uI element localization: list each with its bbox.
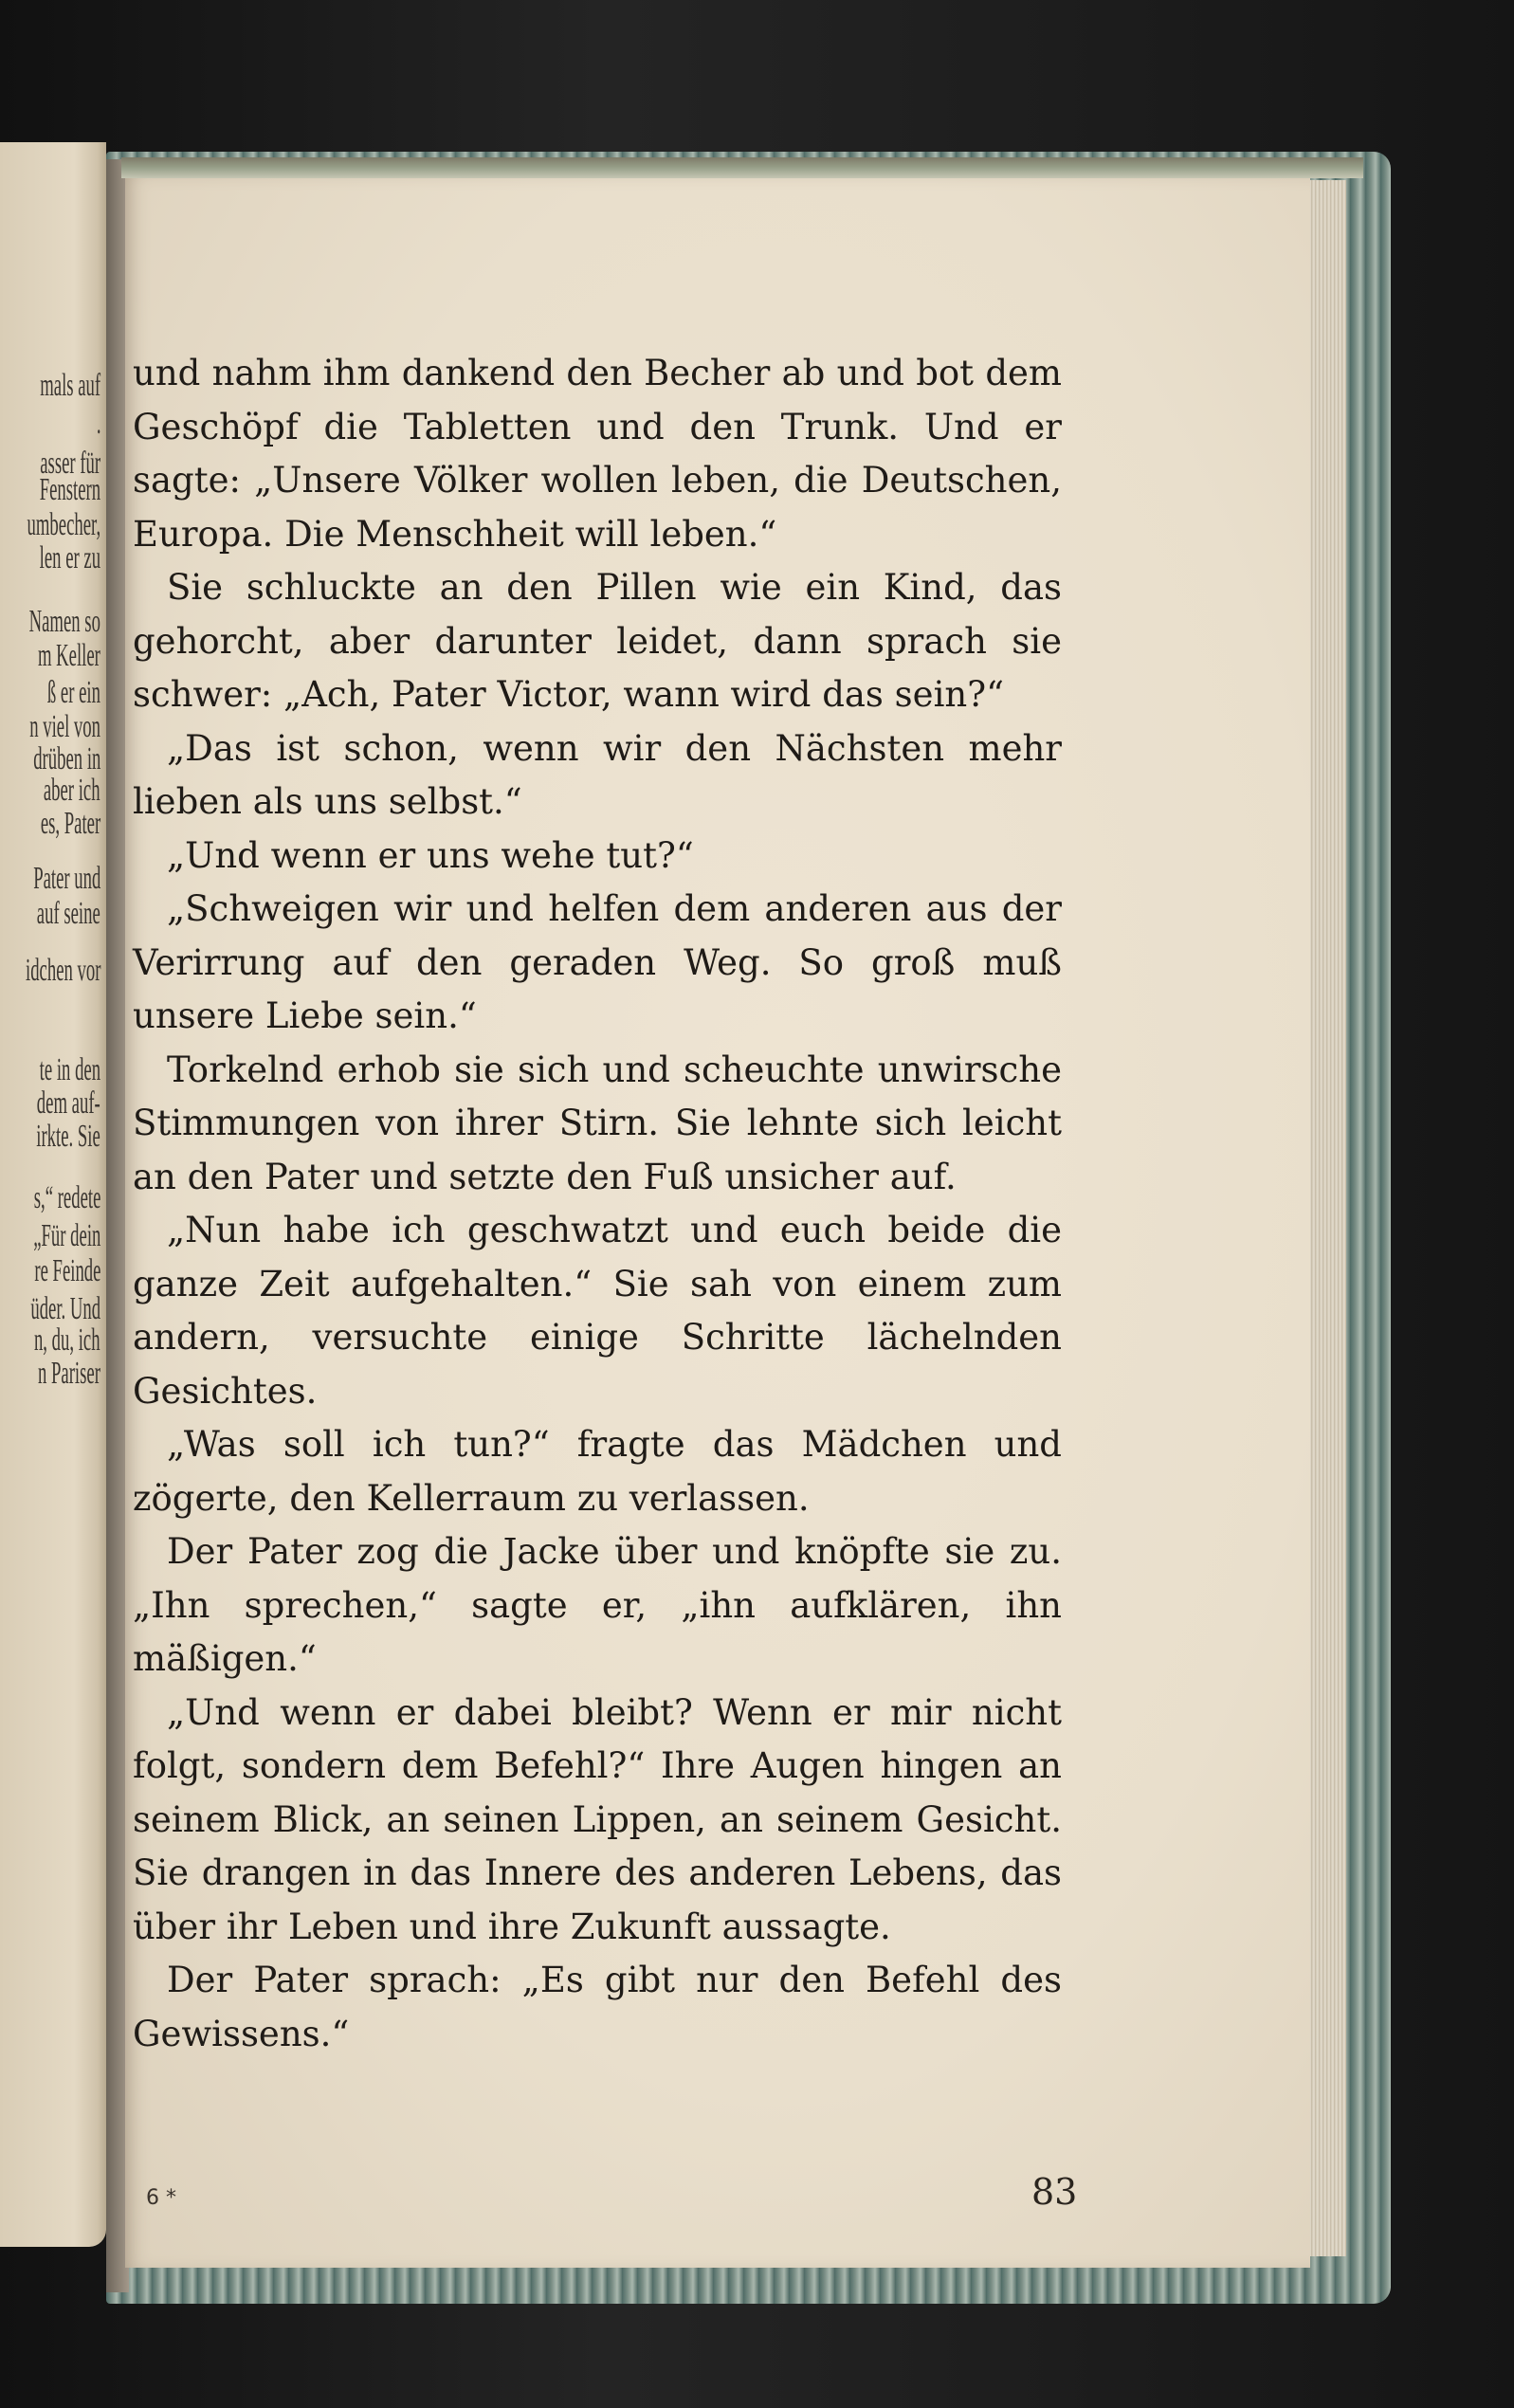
- printer-signature: 6 *: [146, 2186, 176, 2210]
- previous-page-line: auf seine: [37, 896, 100, 931]
- paragraph: Torkelnd erhob sie sich und scheuchte unwirsche Stimmungen von ihrer Stirn. Sie lehnte sich leicht an den Pater und setzte den Fuß unsicher auf.: [133, 1049, 1062, 1197]
- previous-page-line: üder. Und: [30, 1291, 100, 1326]
- page-text-block: [133, 347, 1062, 2061]
- paragraph: „Das ist schon, wenn wir den Nächsten mehr lieben als uns selbst.“: [133, 727, 1062, 822]
- previous-page-line: Fenstern: [39, 472, 100, 507]
- page-number: 83: [1031, 2171, 1078, 2213]
- previous-page-line: ß er ein: [46, 675, 100, 710]
- previous-page-line: len er zu: [39, 540, 100, 575]
- previous-page-line: .: [96, 406, 100, 441]
- previous-page-line: „Für dein: [32, 1218, 100, 1253]
- paragraph: und nahm ihm dankend den Becher ab und bot dem Geschöpf die Tabletten und den Trunk. Und er sagte: „Unsere Völker wollen leben, die Deutschen, Europa. Die Menschheit will leben.“: [133, 353, 1062, 555]
- previous-page-line: mals auf: [40, 368, 100, 403]
- previous-page-line: irkte. Sie: [36, 1119, 100, 1154]
- page-edges: [1308, 180, 1346, 2256]
- book-page: [125, 178, 1310, 2268]
- paragraph: „Was soll ich tun?“ fragte das Mädchen und zögerte, den Kellerraum zu verlassen.: [133, 1424, 1062, 1519]
- paragraph: „Und wenn er dabei bleibt? Wenn er mir nicht folgt, sondern dem Befehl?“ Ihre Augen hingen an seinem Blick, an seinen Lippen, an seinem Gesicht. Sie drangen in das Innere des anderen Lebens, das über ihr Leben und ihre Zukunft aussagte.: [133, 1691, 1062, 1947]
- previous-page-line: te in den: [39, 1052, 100, 1087]
- previous-page-line: re Feinde: [33, 1253, 100, 1288]
- previous-page-fragment: [0, 142, 106, 2247]
- previous-page-line: n Pariser: [38, 1356, 100, 1391]
- previous-page-line: umbecher,: [27, 507, 100, 542]
- previous-page-line: s,“ redete: [33, 1180, 100, 1215]
- paragraph: Der Pater zog die Jacke über und knöpfte sie zu. „Ihn sprechen,“ sagte er, „ihn aufklären, ihn mäßigen.“: [133, 1531, 1062, 1679]
- previous-page-line: es, Pater: [40, 806, 100, 841]
- paragraph: „Nun habe ich geschwatzt und euch beide die ganze Zeit aufgehalten.“ Sie sah von einem zum andern, versuchte einige Schritte lächelnden Gesichtes.: [133, 1210, 1062, 1412]
- previous-page-line: aber ich: [44, 773, 100, 808]
- previous-page-line: m Keller: [38, 638, 100, 673]
- binding-top-edge: [121, 157, 1363, 178]
- paragraph: „Und wenn er uns wehe tut?“: [167, 834, 694, 876]
- previous-page-text: [0, 142, 106, 2247]
- paragraph: Der Pater sprach: „Es gibt nur den Befehl des Gewissens.“: [133, 1960, 1062, 2054]
- previous-page-line: Pater und: [32, 861, 100, 896]
- previous-page-line: dem auf-: [37, 1085, 100, 1121]
- paragraph: „Schweigen wir und helfen dem anderen aus der Verirrung auf den geraden Weg. So groß muß unsere Liebe sein.“: [133, 888, 1062, 1036]
- previous-page-line: drüben in: [32, 741, 100, 776]
- previous-page-line: idchen vor: [25, 953, 100, 988]
- previous-page-line: Namen so: [28, 604, 100, 639]
- paragraph: Sie schluckte an den Pillen wie ein Kind, das gehorcht, aber darunter leidet, dann sprach sie schwer: „Ach, Pater Victor, wann wird das sein?“: [133, 567, 1062, 715]
- previous-page-line: asser für: [40, 446, 100, 481]
- previous-page-line: n, du, ich: [34, 1323, 100, 1358]
- previous-page-line: n viel von: [29, 709, 100, 744]
